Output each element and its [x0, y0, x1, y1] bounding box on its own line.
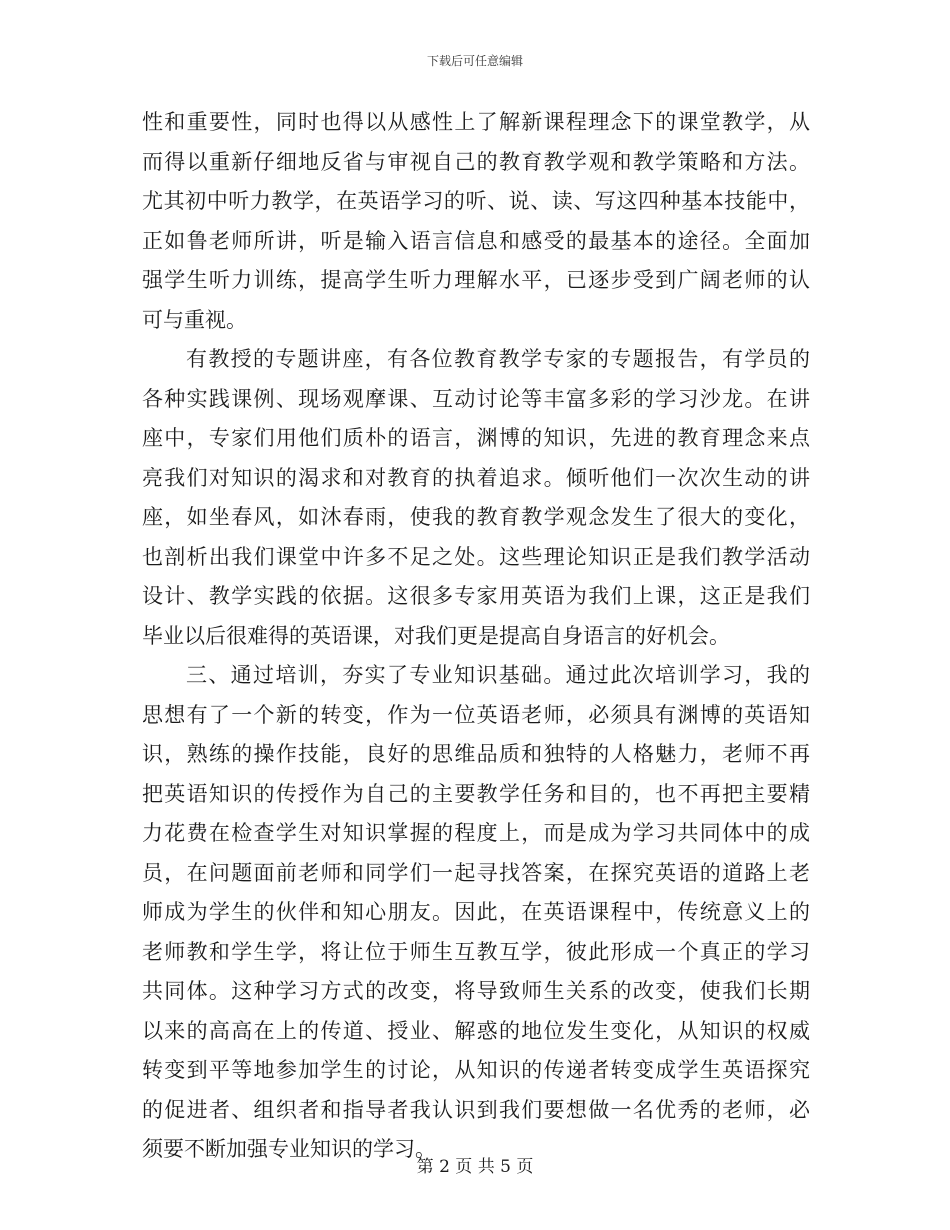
- text-line: 力花费在检查学生对知识掌握的程度上，而是成为学习共同体中的成: [142, 821, 810, 845]
- text-line: 识，熟练的操作技能，良好的思维品质和独特的人格魅力，老师不再: [142, 742, 810, 766]
- text-line: 以来的高高在上的传道、授业、解惑的地位发生变化，从知识的权威: [142, 1018, 810, 1043]
- page-header: 下载后可任意编辑: [426, 54, 523, 68]
- text-line: 座中，专家们用他们质朴的语言，渊博的知识，先进的教育理念来点: [142, 426, 810, 450]
- text-line: 座，如坐春风，如沐春雨，使我的教育教学观念发生了很大的变化，: [142, 505, 810, 529]
- text-line: 强学生听力训练，提高学生听力理解水平，已逐步受到广阔老师的认: [142, 268, 810, 292]
- text-line: 师成为学生的伙伴和知心朋友。因此，在英语课程中，传统意义上的: [142, 900, 810, 924]
- text-line: 正如鲁老师所讲，听是输入语言信息和感受的最基本的途径。全面加: [142, 228, 810, 253]
- text-line: 员，在问题面前老师和同学们一起寻找答案，在探究英语的道路上老: [142, 860, 810, 885]
- document-body: [142, 103, 810, 1170]
- text-line: 性和重要性，同时也得以从感性上了解新课程理念下的课堂教学，从: [142, 110, 810, 134]
- text-line: 思想有了一个新的转变，作为一位英语老师，必须具有渊博的英语知: [142, 702, 810, 727]
- text-line: 有教授的专题讲座，有各位教育教学专家的专题报告，有学员的: [186, 347, 810, 371]
- text-line: 转变到平等地参加学生的讨论，从知识的传递者转变成学生英语探究: [142, 1058, 810, 1082]
- text-line: 三、通过培训，夯实了专业知识基础。通过此次培训学习，我的: [186, 663, 810, 687]
- text-line: 把英语知识的传授作为自己的主要教学任务和目的，也不再把主要精: [142, 781, 810, 806]
- text-line: 的促进者、组织者和指导者我认识到我们要想做一名优秀的老师，必: [142, 1097, 810, 1122]
- text-line: 各种实践课例、现场观摩课、互动讨论等丰富多彩的学习沙龙。在讲: [142, 386, 810, 411]
- text-line: 尤其初中听力教学，在英语学习的听、说、读、写这四种基本技能中，: [142, 189, 810, 213]
- text-line: 毕业以后很难得的英语课，对我们更是提高自身语言的好机会。: [142, 623, 730, 648]
- paragraph-2: [142, 340, 810, 656]
- text-line: 也剖析出我们课堂中许多不足之处。这些理论知识正是我们教学活动: [142, 544, 810, 569]
- text-line: 共同体。这种学习方式的改变，将导致师生关系的改变，使我们长期: [142, 979, 810, 1003]
- paragraph-3: [142, 656, 810, 1170]
- text-line: 而得以重新仔细地反省与审视自己的教育教学观和教学策略和方法。: [142, 149, 810, 174]
- text-line: 设计、教学实践的依据。这很多专家用英语为我们上课，这正是我们: [142, 584, 810, 608]
- page-number: 第 2 页 共 5 页: [416, 1157, 534, 1177]
- text-line: 亮我们对知识的渴求和对教育的执着追求。倾听他们一次次生动的讲: [142, 465, 810, 490]
- text-line: 老师教和学生学，将让位于师生互教互学，彼此形成一个真正的学习: [142, 939, 810, 964]
- text-line: 须要不断加强专业知识的学习。: [142, 1137, 436, 1161]
- text-line: 可与重视。: [142, 307, 247, 332]
- paragraph-1: [142, 103, 810, 340]
